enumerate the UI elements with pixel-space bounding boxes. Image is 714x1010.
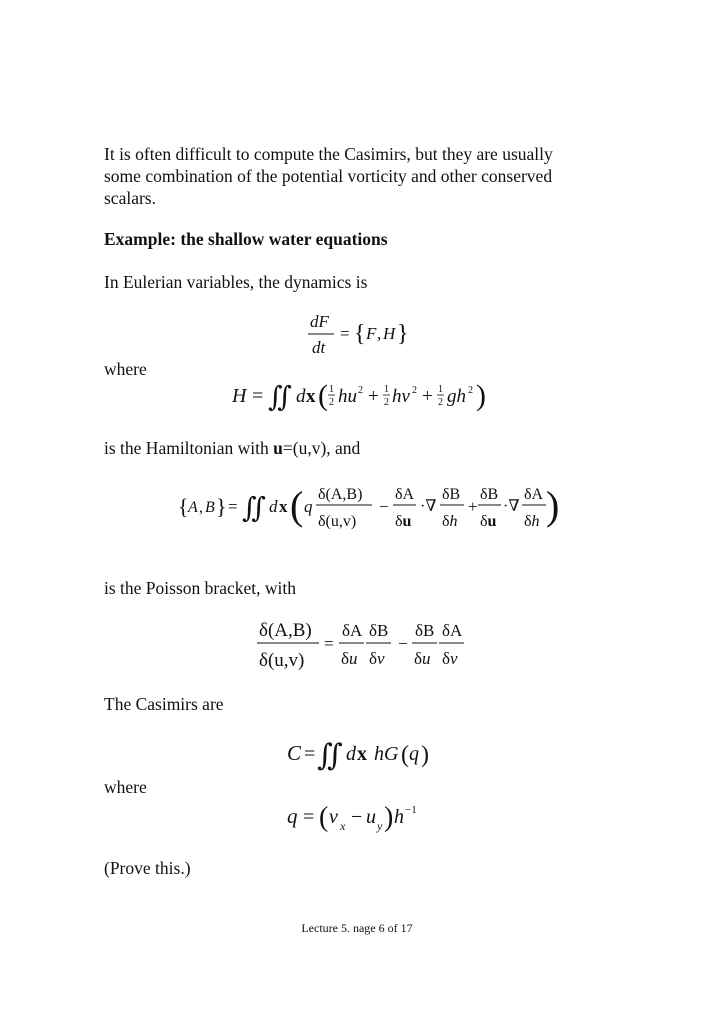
intro-paragraph xyxy=(104,143,594,209)
svg-text:(: ( xyxy=(290,483,304,528)
equation-hamiltonian-svg xyxy=(228,370,498,420)
svg-text:δA: δA xyxy=(442,621,463,640)
where-1 xyxy=(104,358,147,380)
equation-jacobian xyxy=(255,612,475,679)
svg-text:u: u xyxy=(366,806,376,828)
svg-text:=: = xyxy=(324,634,334,653)
svg-text:2: 2 xyxy=(384,397,389,408)
svg-text:dt: dt xyxy=(312,338,326,357)
eulerian-text: In Eulerian variables, the dynamics is xyxy=(104,272,368,292)
svg-text:+: + xyxy=(468,497,478,516)
svg-text:δh: δh xyxy=(524,513,540,530)
svg-text:hu: hu xyxy=(338,386,357,407)
svg-text:x: x xyxy=(279,497,288,516)
svg-text:2: 2 xyxy=(358,385,363,396)
equation-dynamics xyxy=(300,305,420,368)
svg-text:2: 2 xyxy=(438,397,443,408)
svg-text:x: x xyxy=(340,819,346,833)
svg-text:δ(A,B): δ(A,B) xyxy=(318,486,363,503)
svg-text:δB: δB xyxy=(442,486,461,503)
svg-text:h: h xyxy=(394,806,404,828)
svg-text:A: A xyxy=(188,499,198,516)
where-2-text: where xyxy=(104,777,147,797)
equation-casimir-svg xyxy=(285,730,445,780)
svg-text:gh: gh xyxy=(447,386,466,407)
svg-text:hG: hG xyxy=(374,743,399,765)
svg-text:1: 1 xyxy=(329,384,334,395)
svg-text:δu: δu xyxy=(480,513,497,530)
svg-text:·∇: ·∇ xyxy=(503,498,520,515)
svg-text:H: H xyxy=(232,385,247,407)
svg-text:): ) xyxy=(421,742,429,768)
svg-text:=: = xyxy=(303,806,315,828)
svg-text:∬: ∬ xyxy=(268,382,292,413)
prove-text: (Prove this.) xyxy=(104,858,191,878)
svg-text:q: q xyxy=(287,804,298,828)
svg-text:,: , xyxy=(377,324,382,343)
equation-dynamics-svg xyxy=(300,305,420,363)
svg-text:): ) xyxy=(476,379,486,412)
casimirs-text: The Casimirs are xyxy=(104,694,224,714)
svg-text:−1: −1 xyxy=(405,804,417,816)
svg-text:x: x xyxy=(357,743,367,765)
svg-text:δu: δu xyxy=(414,649,431,668)
svg-text:=: = xyxy=(304,743,316,765)
svg-text:F: F xyxy=(366,324,377,343)
svg-text:d: d xyxy=(269,497,278,516)
svg-text:δA: δA xyxy=(342,621,363,640)
svg-text:1: 1 xyxy=(384,384,389,395)
svg-text:2: 2 xyxy=(329,397,334,408)
svg-text:=: = xyxy=(340,324,350,343)
svg-text:=: = xyxy=(252,385,264,407)
svg-text:H: H xyxy=(383,324,396,343)
equation-hamiltonian xyxy=(228,370,498,425)
svg-text:,: , xyxy=(199,499,203,516)
svg-text:δ(u,v): δ(u,v) xyxy=(259,650,305,671)
svg-text:δu: δu xyxy=(395,513,412,530)
svg-text:y: y xyxy=(377,819,383,833)
svg-text:q: q xyxy=(409,743,419,765)
svg-text:q: q xyxy=(304,497,313,516)
equation-bracket-svg-4 xyxy=(546,476,566,542)
svg-text:x: x xyxy=(306,386,316,407)
equation-pv-svg xyxy=(285,795,445,845)
svg-text:δv: δv xyxy=(442,649,458,668)
svg-text:d: d xyxy=(296,386,306,407)
svg-text:}: } xyxy=(216,494,227,519)
where-1-text: where xyxy=(104,359,147,379)
casimirs-paragraph xyxy=(104,693,224,715)
svg-text:1: 1 xyxy=(438,384,443,395)
svg-text:=: = xyxy=(228,497,238,516)
svg-text:δA: δA xyxy=(395,486,415,503)
intro-text: It is often difficult to compute the Casimirs, but they are usually some combination of the potential vorticity and other conserved scalars. xyxy=(104,144,553,208)
svg-text:): ) xyxy=(384,802,394,833)
where-2 xyxy=(104,776,147,798)
svg-text:2: 2 xyxy=(468,385,473,396)
example-heading-text: Example: the shallow water equations xyxy=(104,229,388,249)
svg-text:hv: hv xyxy=(392,386,410,407)
svg-text:): ) xyxy=(546,483,560,528)
svg-text:(: ( xyxy=(319,802,329,833)
equation-pv xyxy=(285,795,445,850)
svg-text:δh: δh xyxy=(442,513,458,530)
svg-text:∬: ∬ xyxy=(317,739,343,772)
prove-paragraph xyxy=(104,857,191,879)
svg-text:δA: δA xyxy=(524,486,544,503)
svg-text:−: − xyxy=(379,497,389,516)
eulerian-paragraph xyxy=(104,271,367,293)
svg-text:·∇: ·∇ xyxy=(420,498,437,515)
svg-text:(: ( xyxy=(318,379,328,412)
svg-text:δB: δB xyxy=(415,621,435,640)
svg-text:δ(A,B): δ(A,B) xyxy=(259,620,312,641)
equation-jacobian-svg xyxy=(255,612,475,674)
svg-text:2: 2 xyxy=(412,385,417,396)
svg-text:+: + xyxy=(422,386,433,407)
svg-text:∬: ∬ xyxy=(242,493,266,524)
svg-text:dF: dF xyxy=(310,312,329,331)
hamiltonian-post: =(u,v), and xyxy=(282,438,361,458)
svg-text:v: v xyxy=(329,806,338,828)
svg-text:C: C xyxy=(287,741,302,765)
svg-text:B: B xyxy=(205,499,215,516)
equation-casimir xyxy=(285,730,445,785)
poisson-paragraph xyxy=(104,577,296,599)
svg-text:{: { xyxy=(354,321,366,347)
svg-text:δ(u,v): δ(u,v) xyxy=(318,513,357,530)
svg-text:δB: δB xyxy=(480,486,499,503)
equation-bracket xyxy=(176,476,560,547)
poisson-text: is the Poisson bracket, with xyxy=(104,578,296,598)
hamiltonian-pre: is the Hamiltonian with xyxy=(104,438,274,458)
svg-text:δu: δu xyxy=(341,649,358,668)
svg-text:−: − xyxy=(351,806,363,828)
svg-text:δB: δB xyxy=(369,621,389,640)
example-heading xyxy=(104,228,388,250)
svg-text:}: } xyxy=(397,321,409,347)
svg-text:δv: δv xyxy=(369,649,385,668)
svg-text:{: { xyxy=(178,494,189,519)
hamiltonian-bold-u: u xyxy=(273,438,283,458)
hamiltonian-paragraph xyxy=(104,437,360,459)
svg-text:(: ( xyxy=(401,742,409,768)
page-footer: Lecture 5. nage 6 of 17 xyxy=(301,921,413,935)
svg-text:+: + xyxy=(368,386,379,407)
svg-text:−: − xyxy=(398,634,408,653)
svg-text:d: d xyxy=(346,743,356,765)
